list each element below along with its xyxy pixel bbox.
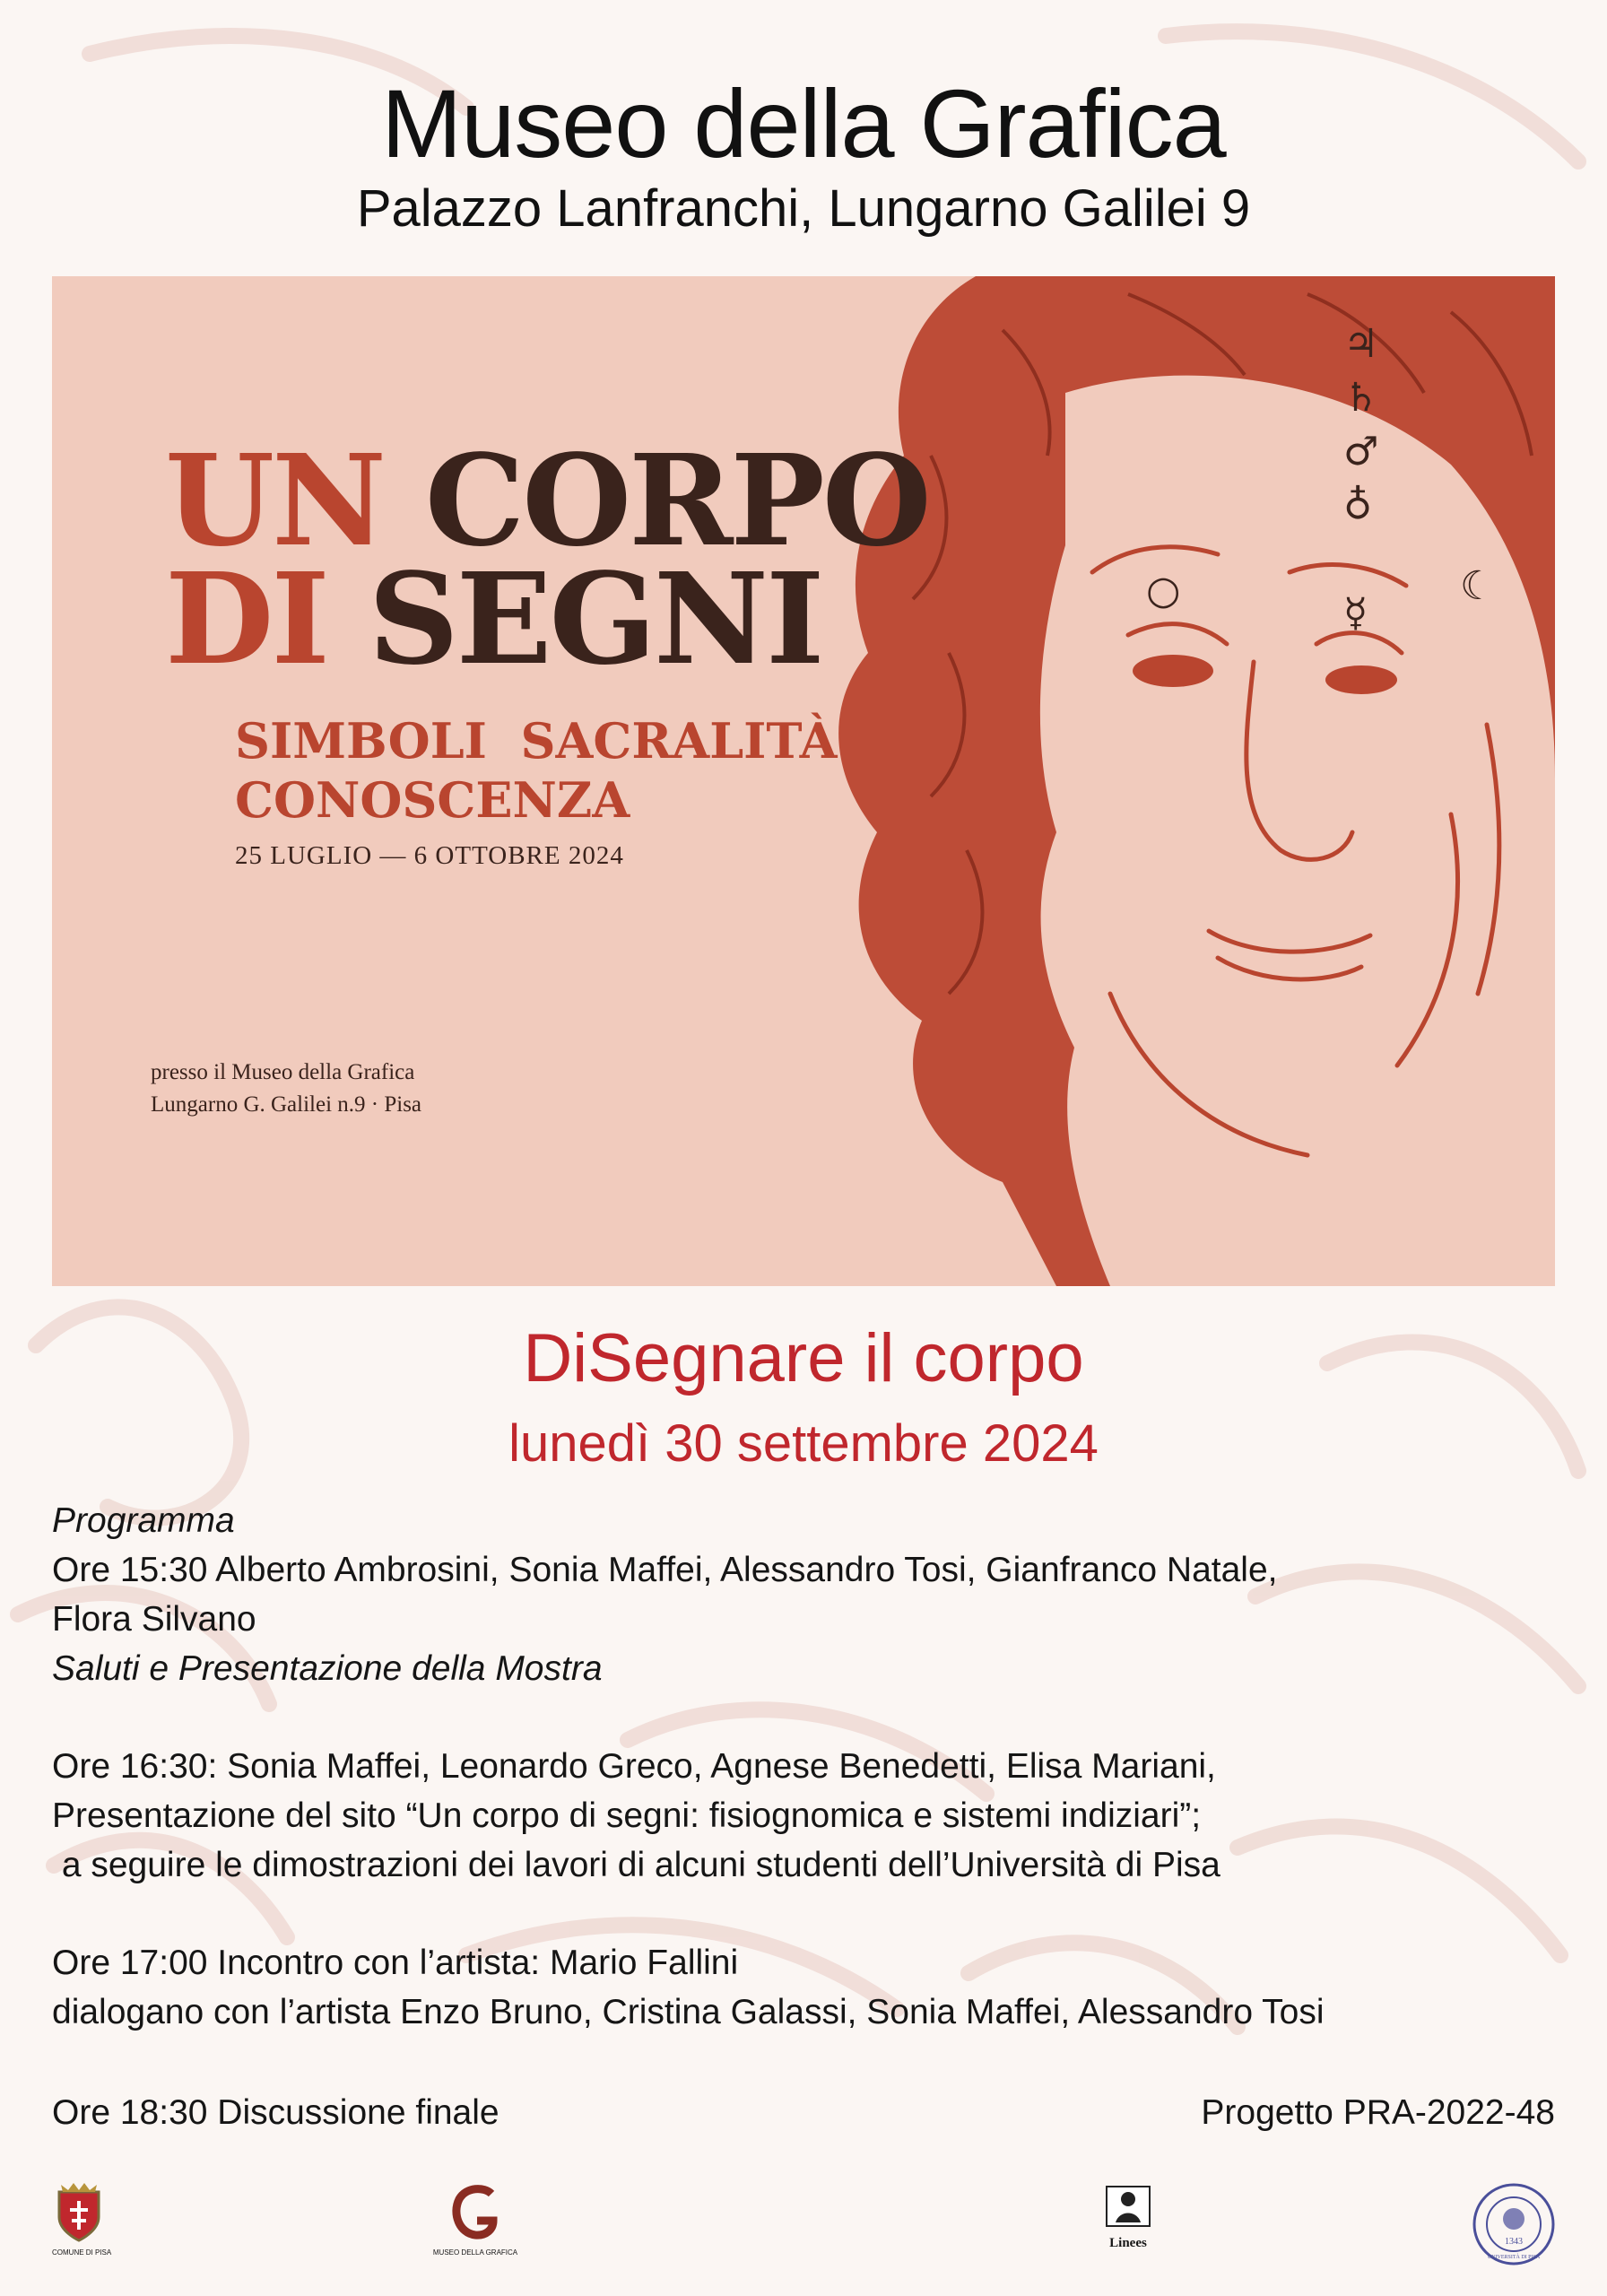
museum-title: Museo della Grafica <box>381 69 1226 178</box>
exhibition-title <box>165 428 929 693</box>
unipi-year: 1343 <box>1505 2237 1523 2247</box>
figure-icon <box>1101 2181 1155 2231</box>
title-word-di: DI <box>165 546 327 693</box>
museum-address: Palazzo Lanfranchi, Lungarno Galilei 9 <box>356 179 1251 238</box>
comune-label: COMUNE DI PISA <box>52 2248 112 2257</box>
planet-symbol: ♂ <box>1343 429 1379 474</box>
event-date: lunedì 30 settembre 2024 <box>508 1414 1099 1473</box>
event-title: DiSegnare il corpo <box>523 1320 1084 1396</box>
program-heading: Programma <box>52 1501 235 1540</box>
exhibition-subtitle <box>235 711 838 830</box>
program-item-2-line1: Ore 16:30: Sonia Maffei, Leonardo Greco, Agnese Benedetti, Elisa Mariani, <box>52 1747 1216 1786</box>
g-letter-icon <box>448 2181 502 2244</box>
exhibition-subtitle-line2: CONOSCENZA <box>235 771 630 829</box>
program-item-2-line3: a seguire le dimostrazioni dei lavori di alcuni studenti dell’Università di Pisa <box>52 1846 1220 1884</box>
planet-symbol: ♁ <box>1343 483 1373 528</box>
program-item-3-line1: Ore 17:00 Incontro con l’artista: Mario Fallini <box>52 1944 739 1982</box>
linees-label: Linees <box>1109 2236 1147 2250</box>
title-word-corpo: CORPO <box>424 428 929 575</box>
planet-symbol: ☿ <box>1343 590 1368 636</box>
program-item-2-line2: Presentazione del sito “Un corpo di segni: fisiognomica e sistemi indiziari”; <box>52 1796 1202 1835</box>
exhibition-location-line2: Lungarno G. Galilei n.9 · Pisa <box>151 1092 422 1117</box>
museo-grafica-logo <box>426 2181 525 2257</box>
exhibition-subtitle-line1: SIMBOLI SACRALITÀ <box>235 712 838 770</box>
planet-symbol: ☾ <box>1460 563 1496 609</box>
unipi-label: UNIVERSITÀ DI PISA <box>1487 2255 1541 2260</box>
program-item-1-line2: Flora Silvano <box>52 1600 256 1639</box>
program-item-3-line2: dialogano con l’artista Enzo Bruno, Cristina Galassi, Sonia Maffei, Alessandro Tosi <box>52 1993 1325 2031</box>
university-seal-icon <box>1471 2181 1557 2267</box>
exhibition-banner <box>52 276 1555 1286</box>
linees-logo <box>1092 2181 1164 2251</box>
program <box>52 1496 1568 2037</box>
museo-label: MUSEO DELLA GRAFICA <box>432 2248 518 2257</box>
planet-symbol: ○ <box>1146 568 1181 613</box>
program-item-4: Ore 18:30 Discussione finale <box>52 2093 499 2132</box>
shield-icon <box>52 2181 106 2244</box>
universita-pisa-logo <box>1471 2181 1557 2267</box>
comune-di-pisa-logo <box>52 2181 112 2257</box>
project-code: Progetto PRA-2022-48 <box>1201 2093 1555 2132</box>
title-word-segni: SEGNI <box>368 546 822 693</box>
exhibition-location-line1: presso il Museo della Grafica <box>151 1060 415 1084</box>
planet-symbol: ♃ <box>1343 321 1379 367</box>
exhibition-dates: 25 LUGLIO — 6 OTTOBRE 2024 <box>235 841 624 870</box>
program-item-1-line1: Ore 15:30 Alberto Ambrosini, Sonia Maffei, Alessandro Tosi, Gianfranco Natale, <box>52 1551 1278 1589</box>
planet-symbol: ♄ <box>1343 375 1379 421</box>
exhibition-location <box>151 1057 421 1121</box>
program-item-1-line3: Saluti e Presentazione della Mostra <box>52 1649 603 1688</box>
title-word-un: UN <box>165 428 385 575</box>
